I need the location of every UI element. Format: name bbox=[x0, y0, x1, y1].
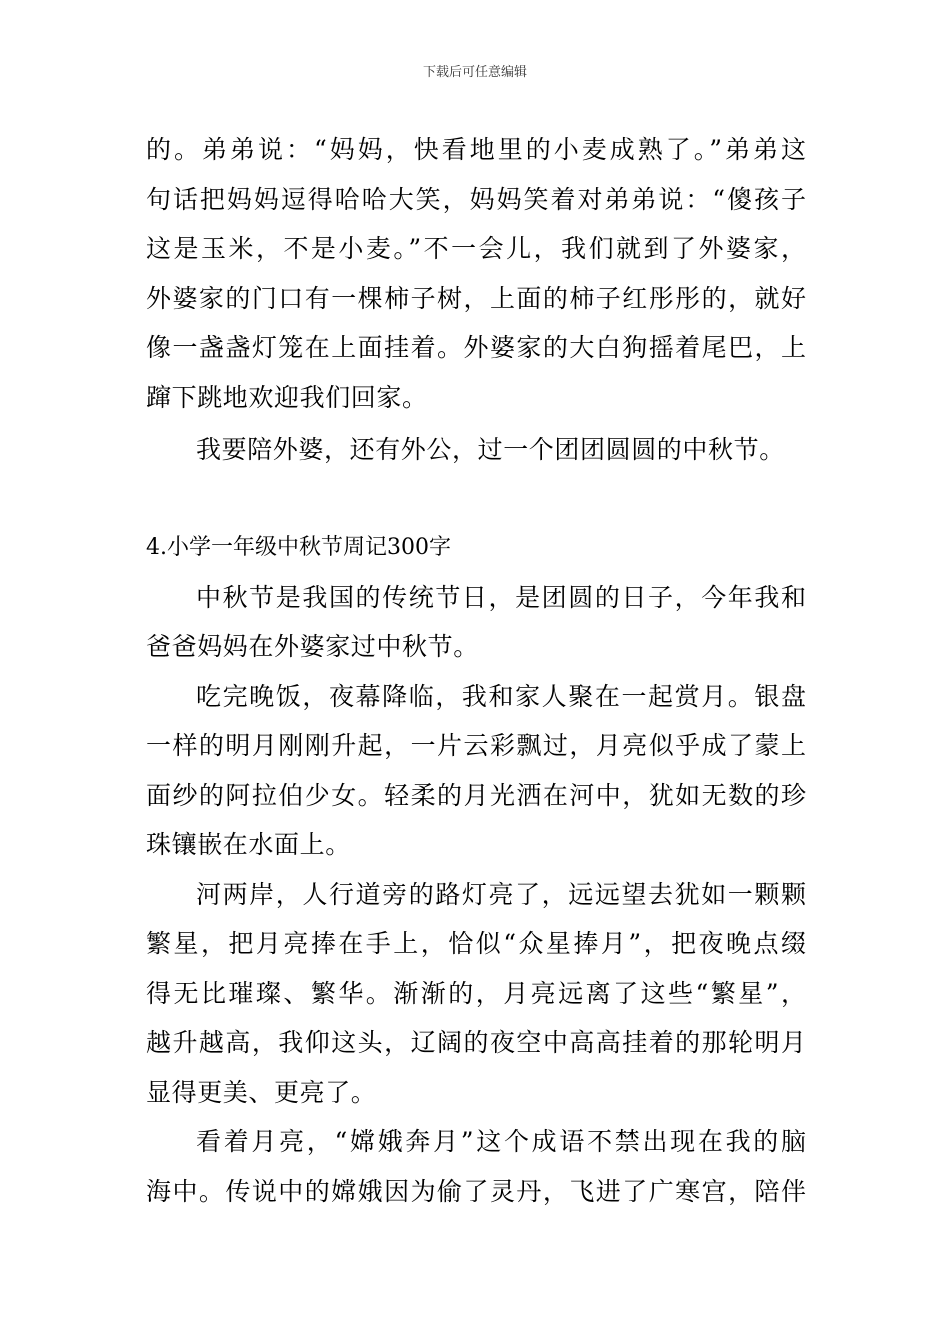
body-line: 的。弟弟说：“妈妈，快看地里的小麦成熟了。”弟弟这 bbox=[146, 135, 806, 164]
body-line: 蹿下跳地欢迎我们回家。 bbox=[146, 383, 428, 412]
header-note: 下载后可任意编辑 bbox=[422, 65, 527, 80]
body-line: 吃完晚饭，夜幕降临，我和家人聚在一起赏月。银盘 bbox=[196, 682, 806, 711]
body-line: 河两岸，人行道旁的路灯亮了，远远望去犹如一颗颗 bbox=[196, 880, 806, 909]
body-line: 繁星，把月亮捧在手上，恰似“众星捧月”，把夜晚点缀 bbox=[146, 929, 806, 958]
body-line: 句话把妈妈逗得哈哈大笑，妈妈笑着对弟弟说：“傻孩子 bbox=[146, 185, 806, 214]
body-line: 越升越高，我仰这头，辽阔的夜空中高高挂着的那轮明月 bbox=[146, 1028, 806, 1057]
body-line: 这是玉米，不是小麦。”不一会儿，我们就到了外婆家， bbox=[146, 234, 806, 263]
body-line: 显得更美、更亮了。 bbox=[146, 1078, 377, 1107]
body-line: 中秋节是我国的传统节日，是团圆的日子，今年我和 bbox=[196, 583, 806, 612]
body-line: 看着月亮，“嫦娥奔月”这个成语不禁出现在我的脑 bbox=[196, 1127, 806, 1156]
body-line: 外婆家的门口有一棵柿子树，上面的柿子红彤彤的，就好 bbox=[146, 284, 806, 313]
body-line: 珠镶嵌在水面上。 bbox=[146, 830, 351, 859]
section-heading: 4.小学一年级中秋节周记300字 bbox=[146, 535, 451, 560]
body-line: 面纱的阿拉伯少女。轻柔的月光洒在河中，犹如无数的珍 bbox=[146, 781, 806, 810]
body-line: 得无比璀璨、繁华。渐渐的，月亮远离了这些“繁星”， bbox=[146, 979, 806, 1008]
body-line: 海中。传说中的嫦娥因为偷了灵丹，飞进了广寒宫，陪伴 bbox=[146, 1177, 806, 1206]
closing-paragraph: 我要陪外婆，还有外公，过一个团团圆圆的中秋节。 bbox=[196, 435, 785, 464]
body-line: 一样的明月刚刚升起，一片云彩飘过，月亮似乎成了蒙上 bbox=[146, 731, 806, 760]
body-line: 像一盏盏灯笼在上面挂着。外婆家的大白狗摇着尾巴，上 bbox=[146, 333, 806, 362]
body-line: 爸爸妈妈在外婆家过中秋节。 bbox=[146, 632, 479, 661]
